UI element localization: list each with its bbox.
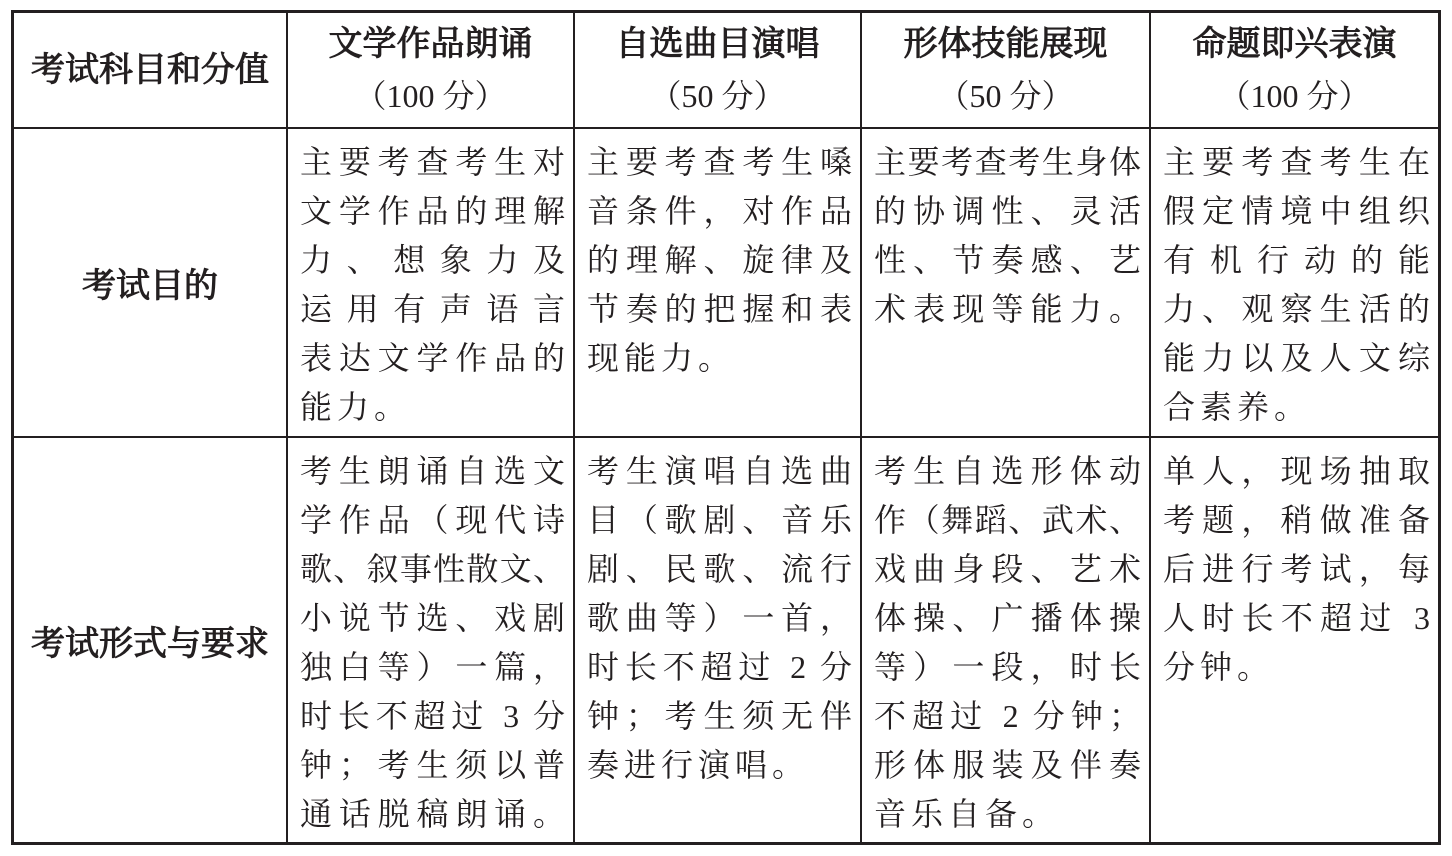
text-line: 文学作品的理解 (300, 193, 565, 229)
row-label: 考试形式与要求 (31, 623, 269, 664)
text-line: 作（舞蹈、武术、 (874, 502, 1141, 538)
text-line: 主要考查考生对 (300, 144, 565, 180)
text-line: 学作品（现代诗 (300, 502, 565, 538)
subject-name: 形体技能展现 (903, 24, 1108, 64)
text-line: 单人，现场抽取 (1163, 453, 1430, 489)
text-line: 歌曲等）一首， (587, 600, 852, 636)
text-line: 奏进行演唱。 (587, 747, 810, 783)
text-line: 能力以及人文综 (1163, 340, 1430, 376)
text-line: 时长不超过 3 分 (300, 698, 565, 734)
description-cell (862, 129, 1151, 438)
text-line: 能力。 (300, 389, 412, 425)
text-line: 时长不超过 2 分 (587, 649, 852, 685)
text-line: 力、想象力及 (300, 242, 565, 278)
text-line: 性、节奏感、艺 (874, 242, 1141, 278)
text-line: 歌、叙事性散文、 (300, 551, 565, 587)
text-line: 术表现等能力。 (874, 291, 1141, 327)
subject-header-cell (862, 13, 1151, 129)
text-line: 形体服装及伴奏 (874, 747, 1141, 783)
text-line: 主要考查考生在 (1163, 144, 1430, 180)
text-line: 体操、广播体操 (874, 600, 1141, 636)
text-line: 音条件，对作品 (587, 193, 852, 229)
row-label-cell (14, 438, 288, 842)
text-line: 目（歌剧、音乐 (587, 502, 852, 538)
header-label: 考试科目和分值 (31, 50, 269, 90)
text-line: 节奏的把握和表 (587, 291, 852, 327)
text-line: 的理解、旋律及 (587, 242, 852, 278)
subject-name: 命题即兴表演 (1192, 24, 1397, 64)
requirement-cell (1151, 438, 1438, 842)
subject-header-cell (288, 13, 575, 129)
text-line: 戏曲身段、艺术 (874, 551, 1141, 587)
description-cell (288, 129, 575, 438)
text-line: 主要考查考生嗓 (587, 144, 852, 180)
text-line: 剧、民歌、流行 (587, 551, 852, 587)
text-line: 独白等）一篇， (300, 649, 565, 685)
text-line: 有机行动的能 (1163, 242, 1430, 278)
subject-header-cell (1151, 13, 1438, 129)
text-line: 小说节选、戏剧 (300, 600, 565, 636)
text-line: 现能力。 (587, 340, 736, 376)
requirement-cell (288, 438, 575, 842)
header-label-cell (14, 13, 288, 129)
exam-table (11, 10, 1441, 845)
text-line: 音乐自备。 (874, 796, 1060, 832)
text-line: 假定情境中组织 (1163, 193, 1430, 229)
text-line: 通话脱稿朗诵。 (300, 796, 565, 832)
text-line: 人时长不超过 3 (1163, 600, 1430, 636)
text-line: 钟；考生须以普 (300, 747, 565, 783)
text-line: 运用有声语言 (300, 291, 565, 327)
text-line: 的协调性、灵活 (874, 193, 1141, 229)
requirement-cell (862, 438, 1151, 842)
subject-score: （100 分） (1218, 78, 1371, 114)
text-line: 主要考查考生身体 (874, 144, 1141, 180)
text-line: 考生演唱自选曲 (587, 453, 852, 489)
text-line: 钟；考生须无伴 (587, 698, 852, 734)
subject-name: 自选曲目演唱 (615, 24, 820, 64)
text-line: 力、观察生活的 (1163, 291, 1430, 327)
text-line: 后进行考试，每 (1163, 551, 1430, 587)
text-line: 分钟。 (1163, 649, 1275, 685)
row-label: 考试目的 (82, 266, 218, 306)
row-label-cell (14, 129, 288, 438)
subject-score: （50 分） (937, 78, 1074, 114)
text-line: 等）一段，时长 (874, 649, 1141, 685)
text-line: 不超过 2 分钟； (874, 698, 1141, 734)
text-line: 考生朗诵自选文 (300, 453, 565, 489)
requirement-cell (575, 438, 862, 842)
text-line: 合素养。 (1163, 389, 1312, 425)
subject-name: 文学作品朗诵 (328, 24, 533, 64)
text-line: 考题，稍做准备 (1163, 502, 1430, 538)
subject-score: （100 分） (354, 78, 507, 114)
subject-header-cell (575, 13, 862, 129)
text-line: 考生自选形体动 (874, 453, 1141, 489)
description-cell (575, 129, 862, 438)
description-cell (1151, 129, 1438, 438)
subject-score: （50 分） (649, 78, 786, 114)
text-line: 表达文学作品的 (300, 340, 565, 376)
